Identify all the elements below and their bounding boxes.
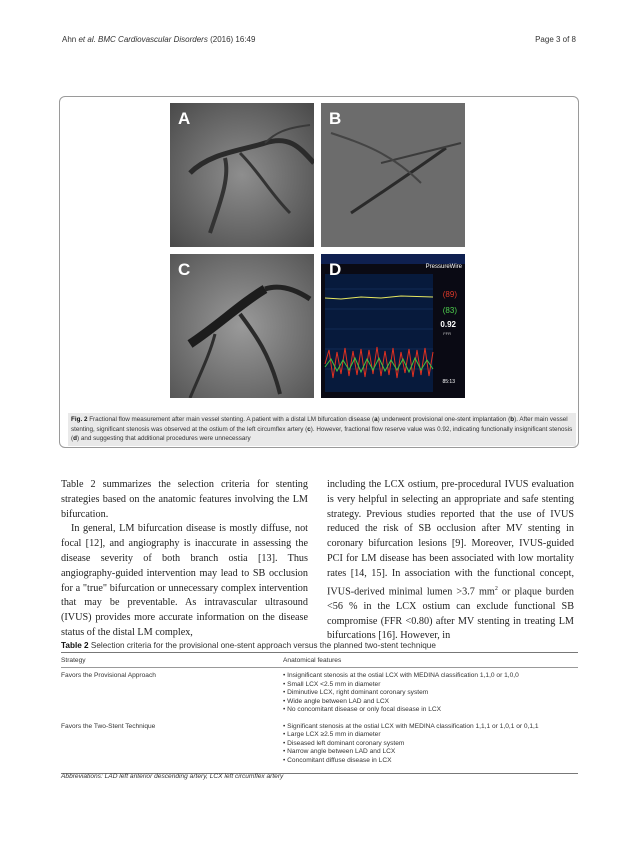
- body-column-left: [61, 478, 308, 641]
- angiogram-c-image: [170, 254, 314, 398]
- table-row: [61, 715, 578, 766]
- paragraph-text-b: or plaque burden <56 % in the LCX ostium can exclude functional SB compromise (FFR <0.80) after MV stenting in treating LM bifurcations [16]. However, in: [327, 585, 574, 642]
- angiogram-panel-c: [170, 254, 314, 398]
- header-authors: Ahn: [62, 35, 77, 44]
- feature-item: • Diminutive LCX, right dominant coronary system: [283, 689, 429, 696]
- header-year: (2016) 16:49: [210, 35, 256, 44]
- paragraph: [327, 478, 574, 644]
- angiogram-panel-b: [321, 103, 465, 247]
- paragraph-text-a: including the LCX ostium, pre-procedural IVUS evaluation is very helpful in selecting an appropriate and safe stenting strategy. Previous studies reported that the use of IVUS reduced the risk of SB occlusion after MV stenting in coronary bifurcation lesions [9]. Moreover, IVUS-guided PCI for LM disease has been associated with low mortality rates [14, 15]. In association with the functional concept, IVUS-derived minimal lumen >3.7 mm: [327, 479, 574, 597]
- column-header-strategy: Strategy: [61, 657, 86, 664]
- monitor-ffr-value: 0.92: [440, 320, 456, 329]
- feature-item: • Concomitant diffuse disease in LCX: [283, 756, 392, 764]
- feature-item: • Narrow angle between LAD and LCX: [283, 748, 396, 755]
- monitor-bottom-value: 85:13: [442, 379, 455, 385]
- table-header-row: [61, 652, 578, 668]
- strategy-cell: Favors the Two-Stent Technique: [61, 722, 156, 730]
- abbreviations-label: Abbreviations:: [61, 773, 103, 780]
- feature-item: • Diseased left dominant coronary system: [283, 739, 405, 747]
- caption-text-5: ) and suggesting that additional procedures were unnecessary: [76, 435, 251, 442]
- feature-item: • Small LCX <2.5 mm in diameter: [283, 680, 381, 688]
- strategy-cell: Favors the Provisional Approach: [61, 672, 156, 679]
- caption-text-4: ). However, fractional flow reserve value was 0.92, indicating functionally insignificant stenosis (: [71, 425, 573, 442]
- angiogram-a-image: [170, 103, 314, 247]
- figure-2: [59, 96, 579, 448]
- caption-ref-a: a: [374, 416, 378, 423]
- caption-text-3: ). After main vessel stenting, significant stenosis was observed at the ostium of the left circumflex artery (: [71, 416, 568, 433]
- feature-item: • No concomitant disease or only focal disease in LCX: [283, 706, 442, 713]
- angiogram-b-image: [321, 103, 465, 247]
- table-title-text: Selection criteria for the provisional one-stent approach versus the planned two-stent technique: [88, 641, 436, 650]
- table-footnote: [61, 773, 283, 780]
- abbreviations-text: LAD left anterior descending artery, LCX left circumflex artery: [102, 773, 284, 780]
- figure-label: Fig. 2: [71, 416, 88, 423]
- monitor-value-pa: (89): [442, 290, 457, 299]
- caption-ref-c: c: [307, 425, 311, 433]
- caption-ref-d: d: [73, 435, 77, 442]
- monitor-brand: PressureWire: [425, 264, 462, 270]
- angiogram-panel-a: [170, 103, 314, 247]
- features-cell: [283, 723, 578, 766]
- running-header-citation: [62, 35, 255, 44]
- feature-item: • Large LCX ≥2.5 mm in diameter: [283, 731, 381, 738]
- caption-text-1: Fractional flow measurement after main vessel stenting. A patient with a distal LM bifurcation disease (: [87, 416, 375, 423]
- figure-caption: [68, 413, 576, 446]
- panel-label-a: A: [178, 109, 191, 128]
- body-column-right: [327, 478, 574, 644]
- caption-ref-b: b: [510, 416, 515, 423]
- paragraph: Table 2 summarizes the selection criteria for stenting strategies based on the anatomic features involving the LM bifurcation.: [61, 479, 308, 520]
- caption-text-2: ) underwent provisional one-stent implantation (: [377, 416, 511, 423]
- feature-item: • Insignificant stenosis at the ostial LCX with MEDINA classification 1,1,0 or 1,0,0: [283, 672, 519, 679]
- features-cell: [283, 672, 578, 715]
- pressurewire-monitor-panel: [321, 254, 465, 398]
- table-title: [61, 641, 436, 650]
- table-2: [61, 652, 578, 774]
- panel-label-b: B: [329, 109, 342, 128]
- panel-label-c: C: [178, 260, 191, 279]
- monitor-ffr-label: FFR: [443, 331, 451, 336]
- feature-item: • Significant stenosis at the ostial LCX with MEDINA classification 1,1,1 or 1,0,1 or 0,1,1: [283, 722, 539, 730]
- column-header-features: Anatomical features: [283, 657, 342, 664]
- paragraph: In general, LM bifurcation disease is mostly diffuse, not focal [12], and angiography is inaccurate in assessing the disease severity of both branch ostia [13]. Thus angiography-guided intervention may lead to SB occlusion for a "true" bifurcation or unnecessary complex intervention that may be preventable. As intravascular ultrasound (IVUS) provides more accurate information on the disease status of the distal LM complex,: [61, 523, 308, 638]
- page-number: Page 3 of 8: [535, 35, 576, 44]
- panel-label-d: D: [329, 260, 342, 279]
- table-label: Table 2: [61, 641, 89, 650]
- feature-item: • Wide angle between LAD and LCX: [283, 697, 390, 705]
- header-journal: et al. BMC Cardiovascular Disorders: [78, 35, 208, 44]
- table-row: [61, 668, 578, 715]
- superscript: 2: [494, 585, 498, 592]
- monitor-value-pd: (83): [442, 306, 457, 315]
